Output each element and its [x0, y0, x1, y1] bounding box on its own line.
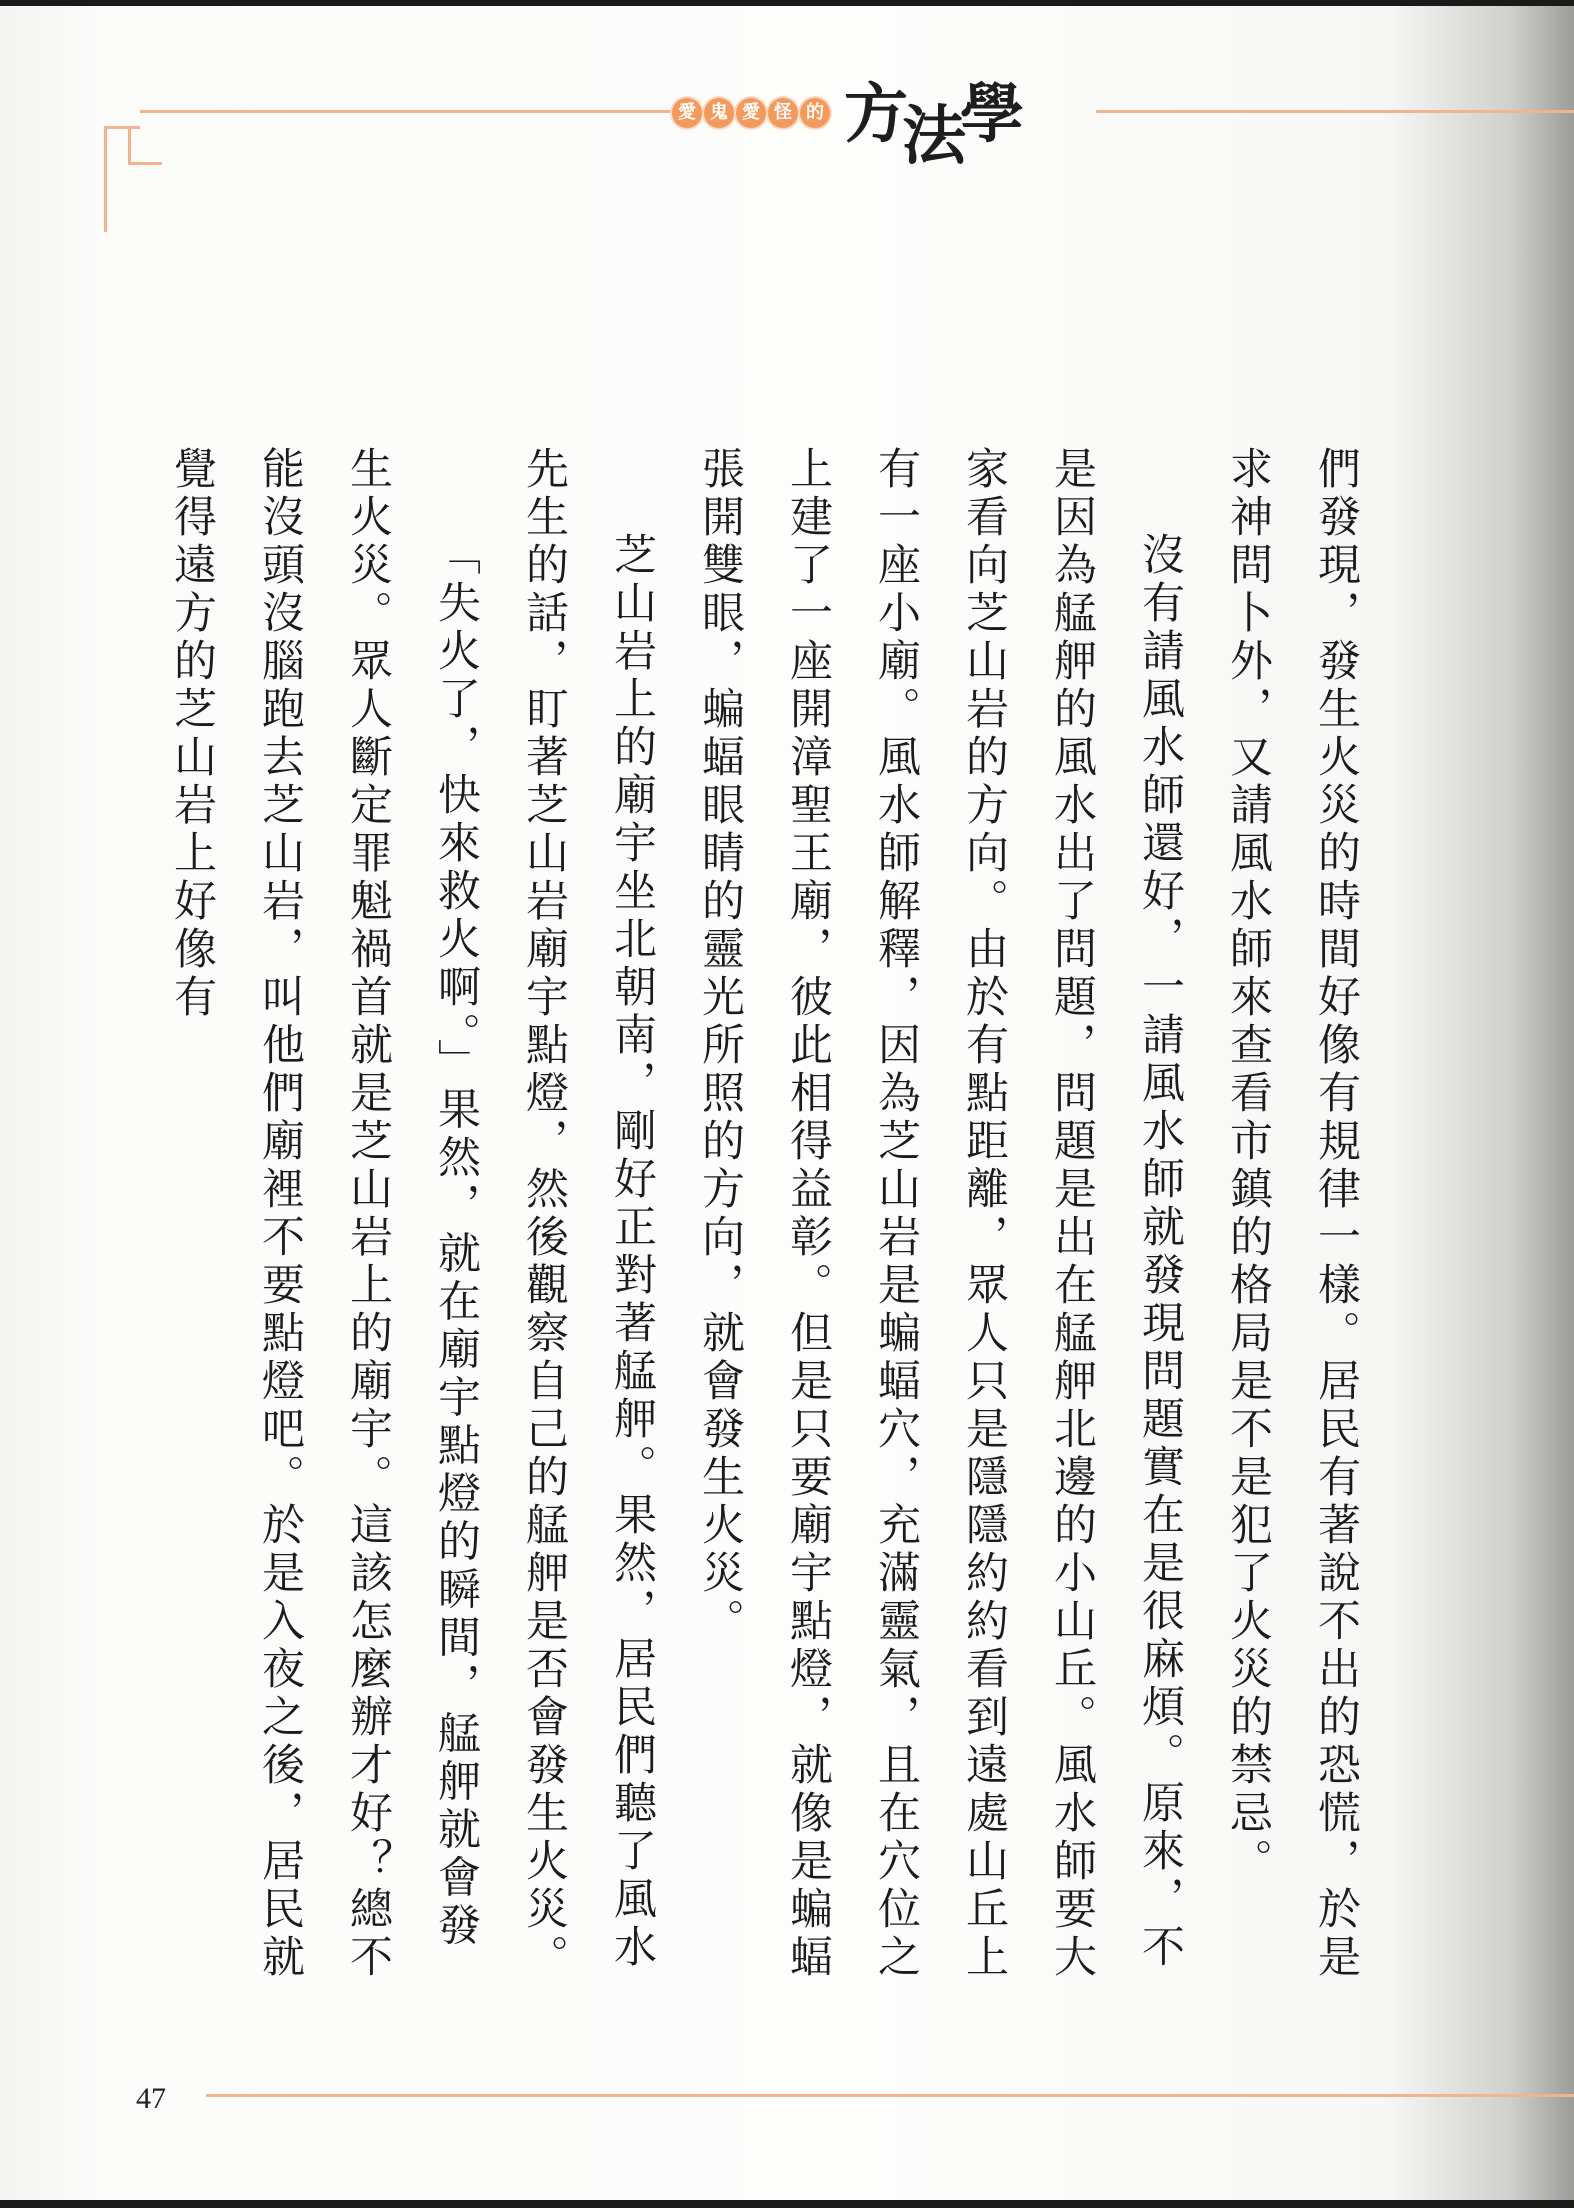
paragraph: 們發現，發生火災的時間好像有規律一樣。居民有著說不出的恐慌，於是求神問卜外，又請風水師來查看市鎮的格局是不是犯了火災的禁忌。: [1223, 446, 1361, 1982]
header-title: [844, 63, 1018, 174]
header-title-char: 方: [844, 78, 902, 152]
footer-rule: [206, 2094, 1574, 2097]
header-rule-right: [1096, 110, 1574, 113]
corner-ornament-top: [104, 126, 140, 129]
header-rule-left: [140, 110, 670, 113]
body-text: [167, 446, 1380, 1986]
series-circle: 怪: [768, 98, 798, 128]
series-circle: 鬼: [704, 98, 734, 128]
header-title-char: 學: [960, 78, 1018, 152]
running-header: [672, 68, 1092, 174]
corner-ornament-step: [128, 162, 162, 165]
book-page: [0, 6, 1574, 2200]
paragraph: 沒有請風水師還好，一請風水師就發現問題實在是很麻煩。原來，不是因為艋舺的風水出了問題，問題是出在艋舺北邊的小山丘。風水師要大家看向芝山岩的方向。由於有點距離，眾人只是隱隱約約看到遠處山丘上有一座小廟。風水師解釋，因為芝山岩是蝙蝠穴，充滿靈氣，且在穴位之上建了一座開漳聖王廟，彼此相得益彰。但是只要廟宇點燈，就像是蝙蝠張開雙眼，蝙蝠眼睛的靈光所照的方向，就會發生火災。: [695, 446, 1185, 1982]
header-title-char: 法: [902, 100, 960, 174]
paragraph: 芝山岩上的廟宇坐北朝南，剛好正對著艋舺。果然，居民們聽了風水先生的話，盯著芝山岩廟宇點燈，然後觀察自己的艋舺是否會發生火災。: [519, 446, 657, 1982]
series-circle: 的: [800, 98, 830, 128]
series-badge: [672, 98, 830, 128]
corner-ornament-inner: [128, 126, 131, 164]
page-number: 47: [136, 2082, 166, 2115]
series-circle: 愛: [736, 98, 766, 128]
corner-ornament-left: [104, 126, 107, 232]
series-circle: 愛: [672, 98, 702, 128]
paragraph: 「失火了，快來救火啊。」果然，就在廟宇點燈的瞬間，艋舺就會發生火災。眾人斷定罪魁禍首就是芝山岩上的廟宇。這該怎麼辦才好？總不能沒頭沒腦跑去芝山岩，叫他們廟裡不要點燈吧。於是入夜之後，居民就覺得遠方的芝山岩上好像有: [167, 446, 481, 1982]
